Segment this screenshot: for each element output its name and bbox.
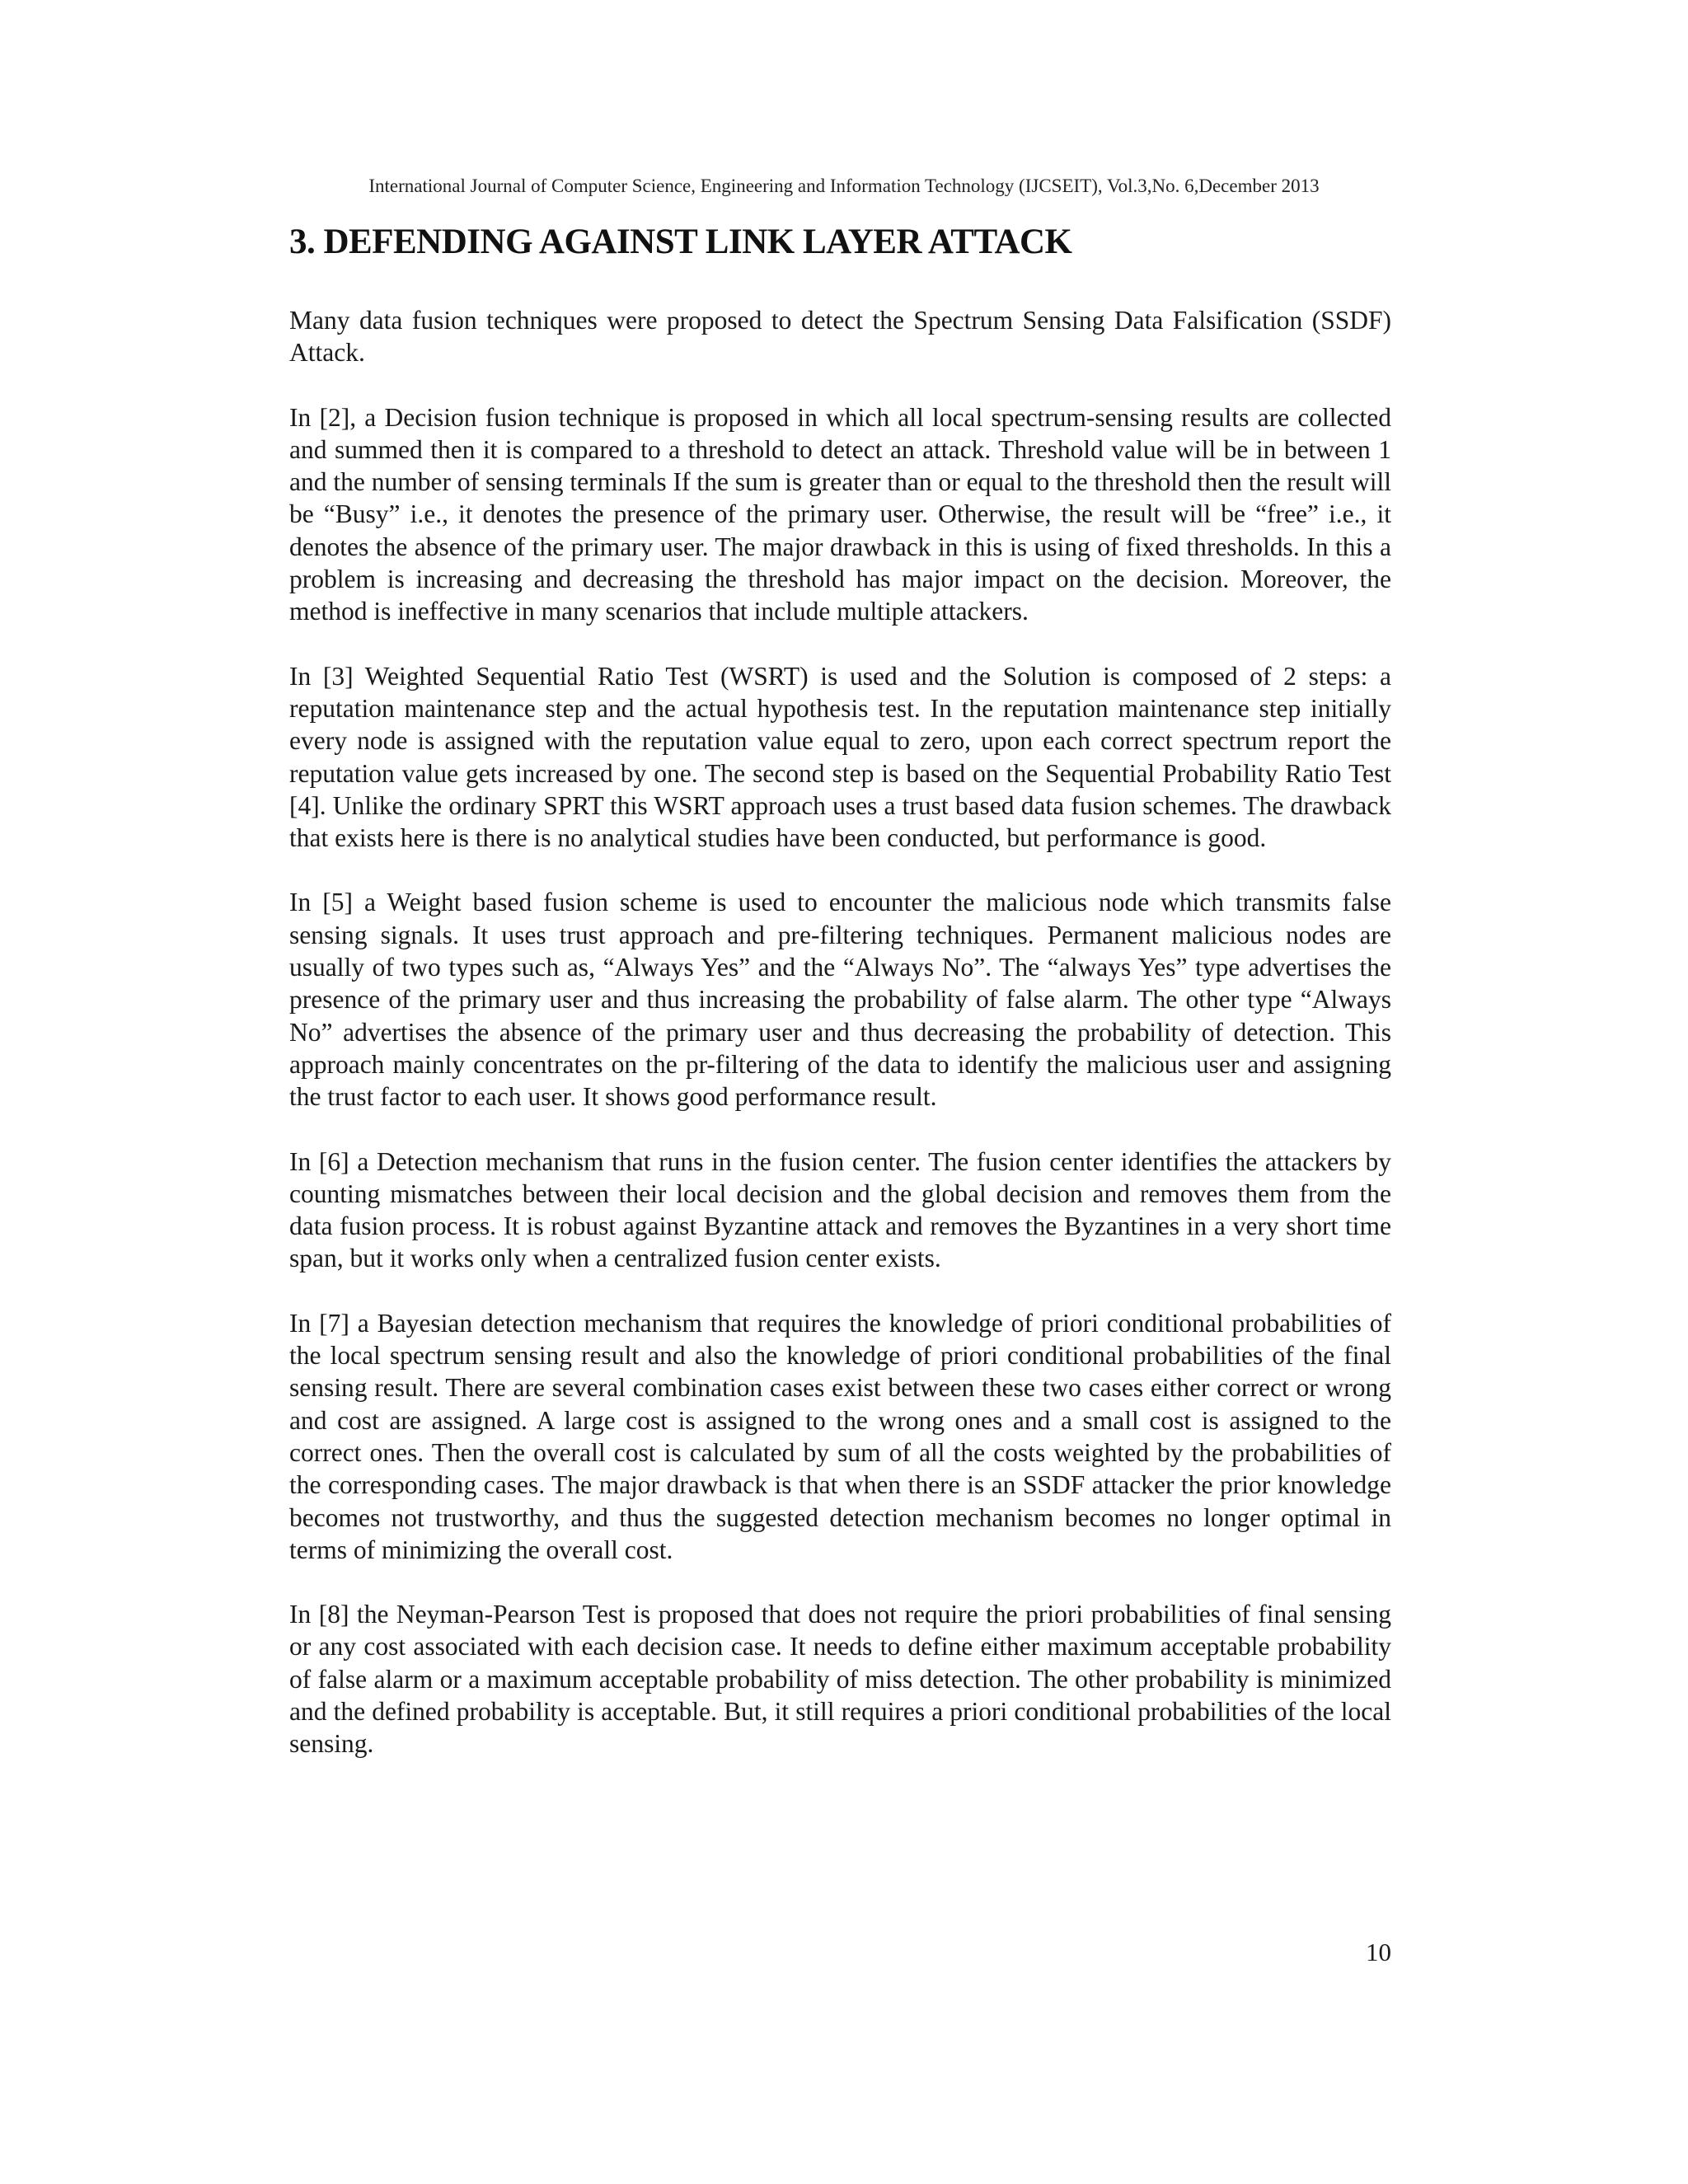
paragraph-ref-7: In [7] a Bayesian detection mechanism that requires the knowledge of priori conditional probabilities of the local spectrum sensing result and also the knowledge of priori conditional probabilities of the final sensing result. There are several combination cases exist between these two cases either correct or wrong and cost are assigned. A large cost is assigned to the wrong ones and a small cost is assigned to the correct ones. Then the overall cost is calculated by sum of all the costs weighted by the probabilities of the corresponding cases. The major drawback is that when there is an SSDF attacker the prior knowledge becomes not trustworthy, and thus the suggested detection mechanism becomes no longer optimal in terms of minimizing the overall cost. <box>289 1308 1391 1564</box>
body-text <box>289 304 1391 1793</box>
paragraph-ref-2: In [2], a Decision fusion technique is proposed in which all local spectrum-sensing results are collected and summed then it is compared to a threshold to detect an attack. Threshold value will be in between 1 and the number of sensing terminals If the sum is greater than or equal to the threshold then the result will be “Busy” i.e., it denotes the presence of the primary user. Otherwise, the result will be “free” i.e., it denotes the absence of the primary user. The major drawback in this is using of fixed thresholds. In this a problem is increasing and decreasing the threshold has major impact on the decision. Moreover, the method is ineffective in many scenarios that include multiple attackers. <box>289 402 1391 626</box>
page-number: 10 <box>1366 1938 1391 1966</box>
paragraph-ref-8: In [8] the Neyman-Pearson Test is proposed that does not require the priori probabilities of final sensing or any cost associated with each decision case. It needs to define either maximum acceptable probability of false alarm or a maximum acceptable probability of miss detection. The other probability is minimized and the defined probability is acceptable. But, it still requires a priori conditional probabilities of the local sensing. <box>289 1600 1391 1759</box>
running-header: International Journal of Computer Science, Engineering and Information Technology (IJCSEIT), Vol.3,No. 6,December 2013 <box>368 176 1320 196</box>
paragraph-intro: Many data fusion techniques were proposed to detect the Spectrum Sensing Data Falsification (SSDF) Attack. <box>289 306 1391 368</box>
paragraph-ref-6: In [6] a Detection mechanism that runs in the fusion center. The fusion center identifies the attackers by counting mismatches between their local decision and the global decision and removes them from the data fusion process. It is robust against Byzantine attack and removes the Byzantines in a very short time span, but it works only when a centralized fusion center exists. <box>289 1146 1391 1273</box>
paragraph-ref-3: In [3] Weighted Sequential Ratio Test (WSRT) is used and the Solution is composed of 2 steps: a reputation maintenance step and the actual hypothesis test. In the reputation maintenance step initially every node is assigned with the reputation value equal to zero, upon each correct spectrum report the reputation value gets increased by one. The second step is based on the Sequential Probability Ratio Test [4]. Unlike the ordinary SPRT this WSRT approach uses a trust based data fusion schemes. The drawback that exists here is there is no analytical studies have been conducted, but performance is good. <box>289 661 1391 853</box>
section-heading: 3. DEFENDING AGAINST LINK LAYER ATTACK <box>289 223 1072 261</box>
paragraph-ref-5: In [5] a Weight based fusion scheme is used to encounter the malicious node which transmits false sensing signals. It uses trust approach and pre-filtering techniques. Permanent malicious nodes are usually of two types such as, “Always Yes” and the “Always No”. The “always Yes” type advertises the presence of the primary user and thus increasing the probability of false alarm. The other type “Always No” advertises the absence of the primary user and thus decreasing the probability of detection. This approach mainly concentrates on the pr-filtering of the data to identify the malicious user and assigning the trust factor to each user. It shows good performance result. <box>289 888 1391 1112</box>
